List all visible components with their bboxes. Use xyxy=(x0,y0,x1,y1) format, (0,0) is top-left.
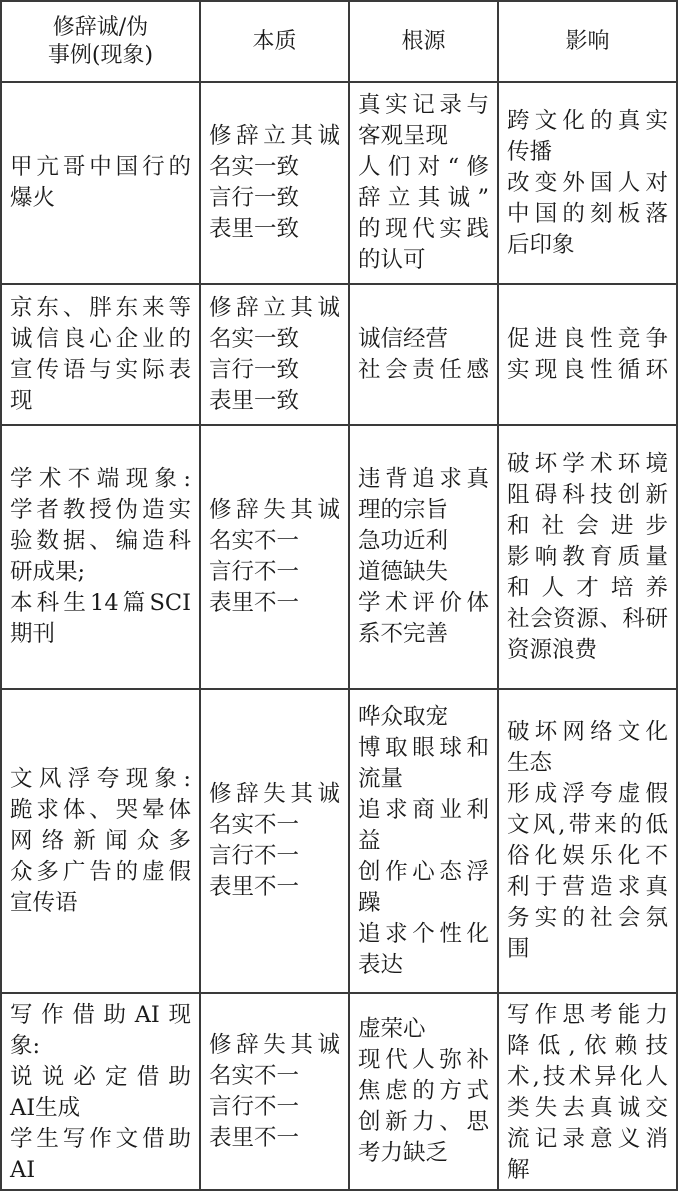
cell-impact xyxy=(499,83,676,283)
cell-text-line: 修辞失其诚 xyxy=(209,781,340,807)
cell-text-line: 围 xyxy=(507,936,530,962)
cell-essence xyxy=(201,285,348,424)
cell-text-line: 学者教授伪造实 xyxy=(10,497,191,523)
cell-text-line: 本质 xyxy=(252,28,297,54)
cell-text-line: 文风,带来的低 xyxy=(507,812,668,838)
header-impact xyxy=(499,2,676,81)
cell-text-line: 博取眼球和 xyxy=(358,735,489,761)
cell-text-line: 修辞失其诚 xyxy=(209,1032,340,1058)
cell-text-line: 术,技术异化人 xyxy=(507,1064,668,1090)
cell-text-line: 跨文化的真实 xyxy=(507,108,668,134)
header-case xyxy=(2,2,199,81)
cell-text-line: 言行不一 xyxy=(209,559,300,585)
cell-text-line: 学术不端现象: xyxy=(10,466,191,492)
cell-text-line: 流记录意义消 xyxy=(507,1126,668,1152)
cell-text-line: 益 xyxy=(358,828,381,854)
cell-impact xyxy=(499,285,676,424)
cell-case xyxy=(2,690,199,992)
cell-text-line: 象: xyxy=(10,1033,41,1059)
cell-text-line: 考力缺乏 xyxy=(358,1140,449,1166)
header-root xyxy=(350,2,497,81)
cell-text-line: 名实不一 xyxy=(209,812,300,838)
cell-text-line: 言行一致 xyxy=(209,357,300,383)
cell-text-line: 现代人弥补 xyxy=(358,1047,489,1073)
cell-text-line: 影响 xyxy=(565,28,610,54)
cell-text-line: 表里不一 xyxy=(209,874,300,900)
cell-text-line: 传播 xyxy=(507,139,553,165)
cell-root xyxy=(350,690,497,992)
cell-case xyxy=(2,426,199,688)
cell-text-line: 的认可 xyxy=(358,247,426,273)
cell-text-line: 宣传语与实际表 xyxy=(10,357,191,383)
cell-text-line: 真实记录与 xyxy=(358,92,489,118)
cell-text-line: 类失去真诚交 xyxy=(507,1095,668,1121)
cell-text-line: 名实不一 xyxy=(209,1063,300,1089)
cell-text-line: 言行一致 xyxy=(209,185,300,211)
cell-text-line: 的现代实践 xyxy=(358,216,489,242)
cell-text-line: 解 xyxy=(507,1157,530,1183)
cell-text-line: 网络新闻众多 xyxy=(10,828,191,854)
cell-text-line: 改变外国人对 xyxy=(507,170,668,196)
cell-root xyxy=(350,285,497,424)
cell-text-line: 形成浮夸虚假 xyxy=(507,781,668,807)
cell-text-line: 后印象 xyxy=(507,232,575,258)
cell-text-line: 利于营造求真 xyxy=(507,874,668,900)
cell-text-line: 诚信经营 xyxy=(358,326,449,352)
cell-text-line: 写作思考能力 xyxy=(507,1002,668,1028)
header-essence xyxy=(201,2,348,81)
cell-case xyxy=(2,994,199,1189)
cell-text-line: 京东、胖东来等 xyxy=(10,295,191,321)
cell-text-line: 道德缺失 xyxy=(358,559,449,585)
cell-text-line: 创作心态浮 xyxy=(358,859,489,885)
cell-text-line: 社会责任感 xyxy=(358,357,489,383)
cell-text-line: 理的宗旨 xyxy=(358,497,449,523)
cell-text-line: 研成果; xyxy=(10,559,86,585)
cell-text-line: 违背追求真 xyxy=(358,466,489,492)
cell-text-line: 修辞立其诚 xyxy=(209,123,340,149)
cell-text-line: 创新力、思 xyxy=(358,1109,489,1135)
cell-essence xyxy=(201,83,348,283)
cell-text-line: 客观呈现 xyxy=(358,123,449,149)
cell-text-line: 人们对“修 xyxy=(358,154,489,180)
cell-text-line: 降低,依赖技 xyxy=(507,1033,668,1059)
cell-text-line: 中国的刻板落 xyxy=(507,201,668,227)
cell-text-line: 根源 xyxy=(401,28,446,54)
cell-text-line: 本科生14篇SCI xyxy=(10,590,191,616)
cell-text-line: 表里一致 xyxy=(209,388,300,414)
cell-text-line: 学术评价体 xyxy=(358,590,489,616)
cell-text-line: 言行不一 xyxy=(209,843,300,869)
cell-text-line: 爆火 xyxy=(10,185,56,211)
cell-text-line: 资源浪费 xyxy=(507,637,598,663)
cell-text-line: 名实一致 xyxy=(209,154,300,180)
cell-text-line: 和人才培养 xyxy=(507,575,668,601)
cell-text-line: 言行不一 xyxy=(209,1094,300,1120)
cell-text-line: 急功近利 xyxy=(358,528,449,554)
cell-text-line: AI xyxy=(10,1157,36,1183)
cell-root xyxy=(350,83,497,283)
cell-text-line: 俗化娱乐化不 xyxy=(507,843,668,869)
cell-essence xyxy=(201,690,348,992)
cell-text-line: 修辞诚/伪 xyxy=(52,14,149,40)
cell-text-line: 名实不一 xyxy=(209,528,300,554)
cell-text-line: 表里不一 xyxy=(209,1125,300,1151)
cell-text-line: 系不完善 xyxy=(358,621,449,647)
cell-text-line: 名实一致 xyxy=(209,326,300,352)
cell-text-line: 事例(现象) xyxy=(47,42,154,68)
cell-text-line: 甲亢哥中国行的 xyxy=(10,154,191,180)
cell-text-line: 追求个性化 xyxy=(358,921,489,947)
cell-essence xyxy=(201,426,348,688)
cell-impact xyxy=(499,690,676,992)
cell-text-line: 表里一致 xyxy=(209,216,300,242)
cell-text-line: 焦虑的方式 xyxy=(358,1078,489,1104)
cell-text-line: 写作借助AI现 xyxy=(10,1002,191,1028)
cell-root xyxy=(350,994,497,1189)
cell-text-line: 验数据、编造科 xyxy=(10,528,191,554)
cell-impact xyxy=(499,426,676,688)
cell-text-line: 跪求体、哭晕体 xyxy=(10,797,191,823)
cell-text-line: 和社会进步 xyxy=(507,513,668,539)
cell-text-line: 哗众取宠 xyxy=(358,704,449,730)
cell-text-line: 实现良性循环 xyxy=(507,357,668,383)
cell-text-line: 生态 xyxy=(507,750,553,776)
cell-text-line: 流量 xyxy=(358,766,404,792)
cell-text-line: 阻碍科技创新 xyxy=(507,482,668,508)
cell-text-line: 现 xyxy=(10,388,33,414)
cell-text-line: 修辞失其诚 xyxy=(209,497,340,523)
cell-text-line: 表达 xyxy=(358,952,404,978)
cell-text-line: 躁 xyxy=(358,890,381,916)
cell-text-line: 追求商业利 xyxy=(358,797,489,823)
cell-text-line: 期刊 xyxy=(10,621,56,647)
cell-text-line: 宣传语 xyxy=(10,890,78,916)
cell-text-line: 修辞立其诚 xyxy=(209,295,340,321)
cell-text-line: 众多广告的虚假 xyxy=(10,859,191,885)
cell-text-line: AI生成 xyxy=(10,1095,81,1121)
cell-essence xyxy=(201,994,348,1189)
cell-text-line: 社会资源、科研 xyxy=(507,606,668,632)
cell-text-line: 辞立其诚” xyxy=(358,185,489,211)
cell-text-line: 影响教育质量 xyxy=(507,544,668,570)
cell-text-line: 诚信良心企业的 xyxy=(10,326,191,352)
cell-text-line: 虚荣心 xyxy=(358,1016,426,1042)
cell-text-line: 促进良性竞争 xyxy=(507,326,668,352)
cell-text-line: 务实的社会氛 xyxy=(507,905,668,931)
cell-text-line: 学生写作文借助 xyxy=(10,1126,191,1152)
cell-text-line: 破坏学术环境 xyxy=(507,451,668,477)
cell-impact xyxy=(499,994,676,1189)
cell-text-line: 文风浮夸现象: xyxy=(10,766,191,792)
cell-text-line: 表里不一 xyxy=(209,590,300,616)
cell-text-line: 说说必定借助 xyxy=(10,1064,191,1090)
cell-root xyxy=(350,426,497,688)
cell-case xyxy=(2,83,199,283)
cell-text-line: 破坏网络文化 xyxy=(507,719,668,745)
cell-case xyxy=(2,285,199,424)
